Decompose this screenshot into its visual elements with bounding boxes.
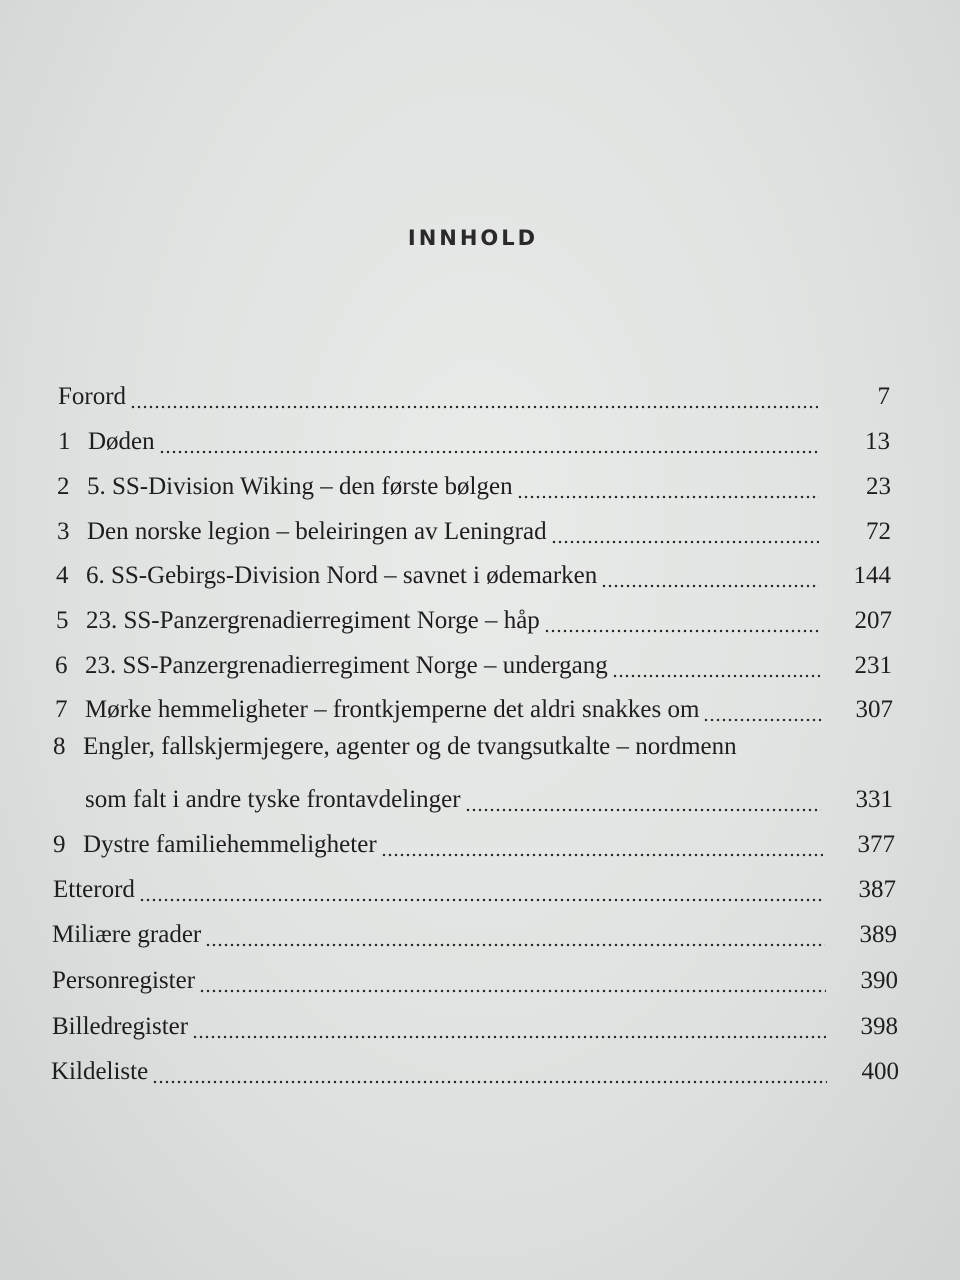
toc-chapter-number: 1 <box>58 428 71 455</box>
toc-dot-leader <box>159 427 818 457</box>
toc-chapter-number: 7 <box>55 696 68 723</box>
toc-entry-title: 23. SS-Panzergrenadierregiment Norge – undergang <box>85 652 608 679</box>
toc-entry-title: Døden <box>88 428 155 455</box>
toc-entry-title: Personregister <box>52 967 196 994</box>
toc-entry-chapter-6 <box>55 641 892 681</box>
toc-entry-page: 331 <box>855 786 893 813</box>
toc-entry-page: 377 <box>857 831 895 858</box>
toc-heading: INNHOLD <box>407 226 539 250</box>
toc-dot-leader <box>465 785 821 815</box>
toc-entry-page: 398 <box>860 1013 898 1040</box>
toc-entry-miliaere-grader <box>52 910 897 950</box>
toc-entry-chapter-8 <box>85 775 893 815</box>
toc-entry-page: 72 <box>866 518 891 545</box>
toc-entry-title: Mørke hemmeligheter – frontkjemperne det aldri snakkes om <box>85 696 700 723</box>
toc-entry-title: Etterord <box>53 876 135 903</box>
toc-entry-chapter-7 <box>55 685 893 725</box>
toc-entry-chapter-5 <box>56 596 892 636</box>
toc-chapter-number: 6 <box>55 652 68 679</box>
toc-dot-leader <box>601 561 819 591</box>
toc-dot-leader <box>130 382 818 412</box>
toc-entry-title: Billedregister <box>52 1013 189 1040</box>
toc-entry-chapter-2 <box>57 462 891 502</box>
toc-entry-forord <box>58 372 890 412</box>
toc-dot-leader <box>152 1057 827 1087</box>
toc-entry-title: Miliære grader <box>52 921 202 948</box>
toc-entry-kildeliste <box>51 1047 899 1087</box>
toc-entry-title: 23. SS-Panzergrenadierregiment Norge – håp <box>86 607 540 634</box>
toc-entry-personregister <box>52 956 898 996</box>
toc-dot-leader <box>192 1012 826 1042</box>
toc-dot-leader <box>703 695 821 725</box>
toc-entry-page: 207 <box>854 607 892 634</box>
toc-dot-leader <box>205 920 825 950</box>
toc-chapter-number: 9 <box>53 831 66 858</box>
toc-entry-title-line1: Engler, fallskjermjegere, agenter og de tvangsutkalte – nordmenn <box>83 733 737 760</box>
toc-entry-page: 390 <box>860 967 898 994</box>
toc-entry-page: 7 <box>877 383 890 410</box>
toc-entry-page: 389 <box>859 921 897 948</box>
toc-entry-chapter-9 <box>53 820 895 860</box>
toc-entry-page: 23 <box>866 473 891 500</box>
toc-entry-chapter-1 <box>58 417 890 457</box>
toc-entry-page: 231 <box>854 652 892 679</box>
toc-entry-chapter-4 <box>56 551 891 591</box>
toc-chapter-number: 4 <box>56 562 69 589</box>
toc-dot-leader <box>612 651 820 681</box>
toc-entry-title: 5. SS-Division Wiking – den første bølgen <box>87 473 513 500</box>
toc-entry-etterord <box>53 865 896 905</box>
toc-entry-chapter-3 <box>57 507 891 547</box>
toc-dot-leader <box>517 472 819 502</box>
toc-entry-page: 400 <box>861 1058 899 1085</box>
toc-chapter-number: 5 <box>56 607 69 634</box>
toc-entry-title: Dystre familiehemmeligheter <box>83 831 377 858</box>
toc-entry-page: 144 <box>853 562 891 589</box>
toc-entry-title: 6. SS-Gebirgs-Division Nord – savnet i ødemarken <box>86 562 598 589</box>
toc-entry-title: Den norske legion – beleiringen av Leningrad <box>87 518 547 545</box>
toc-dot-leader <box>139 875 824 905</box>
toc-entry-page: 13 <box>865 428 890 455</box>
toc-entry-page: 307 <box>855 696 893 723</box>
toc-dot-leader <box>381 830 823 860</box>
toc-entry-title: Forord <box>58 383 127 410</box>
toc-entry-billedregister <box>52 1002 898 1042</box>
toc-entry-chapter-8-first-line <box>53 732 737 762</box>
toc-entry-title: som falt i andre tyske frontavdelinger <box>85 786 461 813</box>
toc-dot-leader <box>199 966 826 996</box>
toc-dot-leader <box>551 517 819 547</box>
toc-chapter-number: 8 <box>53 733 66 760</box>
toc-dot-leader <box>544 606 820 636</box>
toc-chapter-number: 3 <box>57 518 70 545</box>
toc-chapter-number: 2 <box>57 473 70 500</box>
toc-entry-title: Kildeliste <box>51 1058 149 1085</box>
toc-entry-page: 387 <box>858 876 896 903</box>
